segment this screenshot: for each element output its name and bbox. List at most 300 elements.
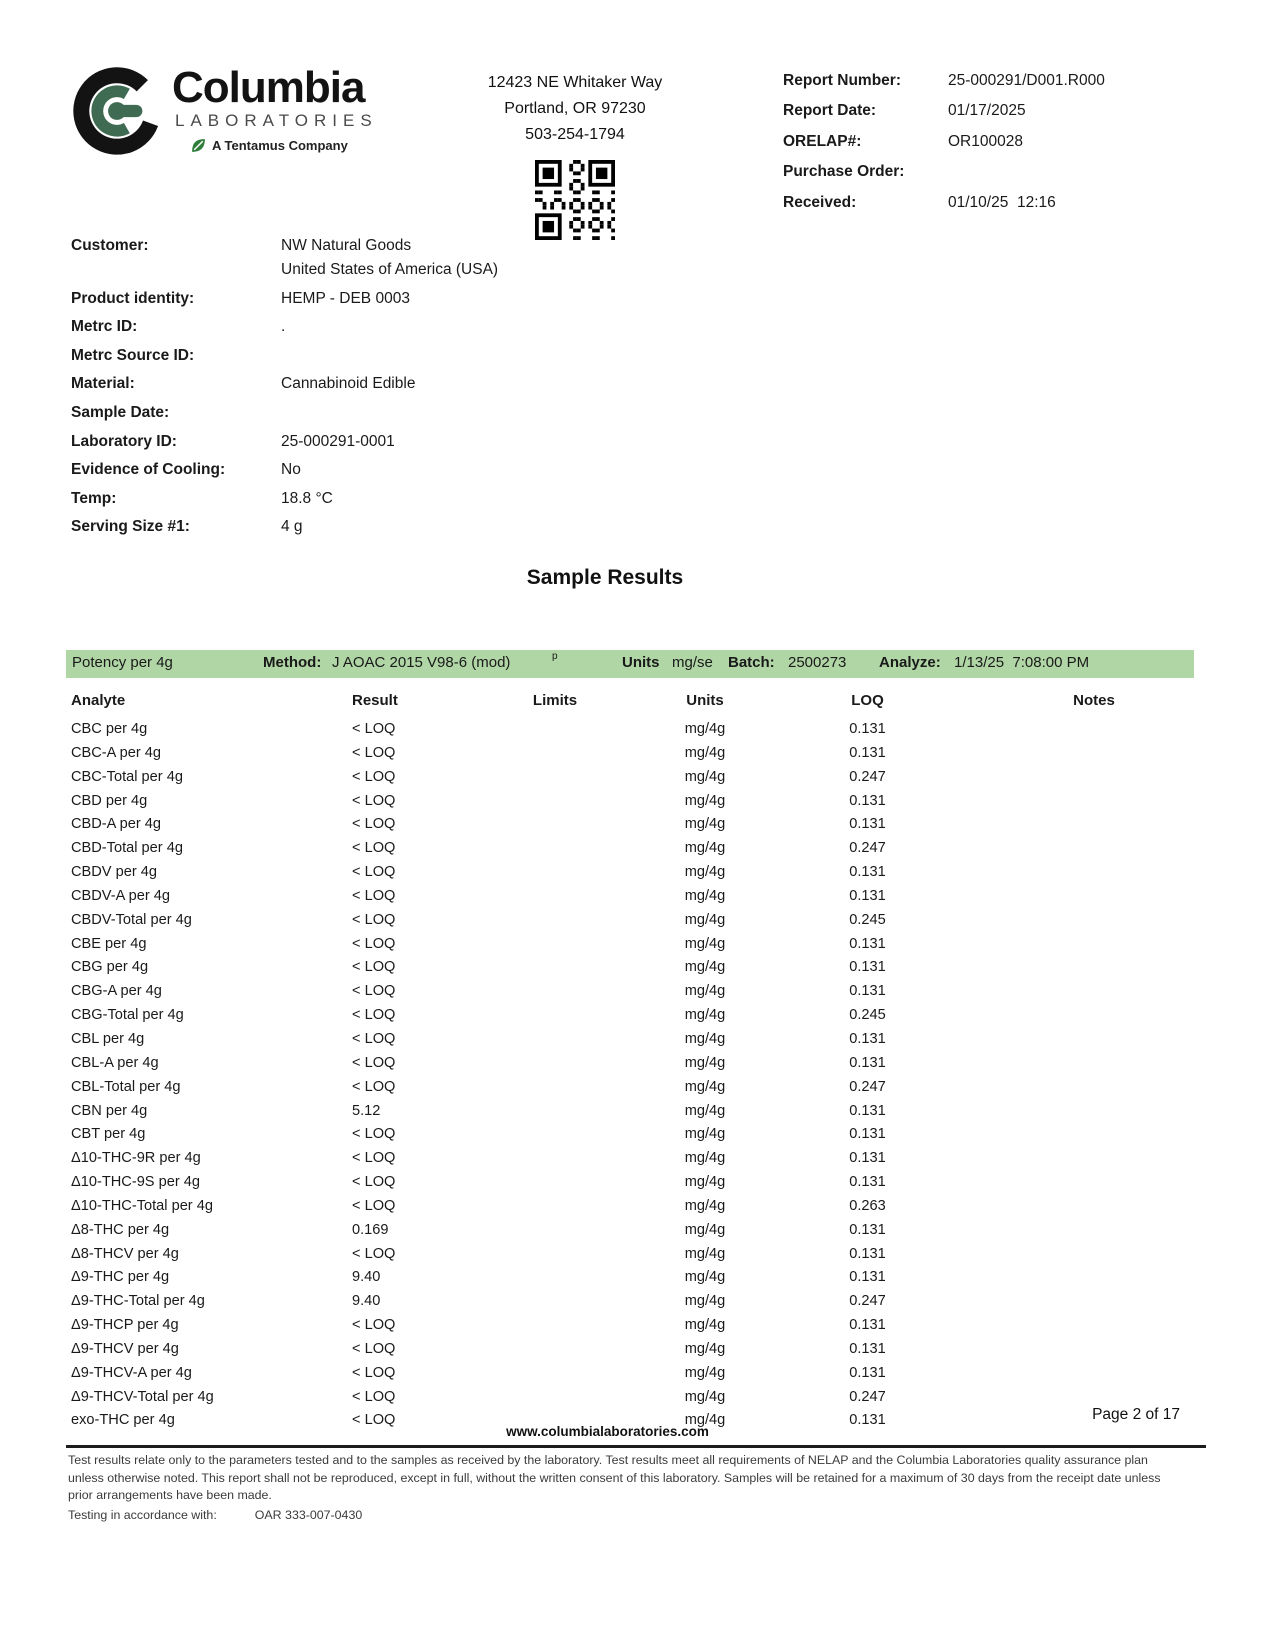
limits-cell	[490, 1362, 620, 1386]
info-value-line: United States of America (USA)	[281, 261, 499, 278]
notes-cell	[945, 1171, 1193, 1195]
units-cell: mg/4g	[684, 1388, 726, 1405]
panel-name: Potency per 4g	[72, 654, 173, 671]
limits-cell	[490, 1171, 620, 1195]
info-value	[281, 234, 498, 282]
loq-cell: 0.131	[849, 1269, 886, 1286]
columbia-c-icon	[70, 64, 164, 158]
units-cell: mg/4g	[684, 1150, 726, 1167]
limits-cell	[490, 766, 620, 790]
units-cell: mg/4g	[684, 1221, 726, 1238]
analyte-cell: CBL-A per 4g	[71, 1054, 159, 1071]
units-cell: mg/4g	[684, 983, 726, 1000]
table-row	[66, 1314, 1193, 1338]
table-row	[66, 980, 1193, 1004]
sample-info-row	[71, 344, 711, 368]
loq-cell: 0.131	[849, 1412, 886, 1429]
limits-cell	[490, 1386, 620, 1410]
units-cell: mg/4g	[684, 1412, 726, 1429]
result-cell: < LOQ	[352, 1245, 396, 1262]
address-line2: Portland, OR 97230	[504, 100, 646, 117]
batch-label: Batch:	[728, 654, 775, 671]
limits-cell	[490, 1314, 620, 1338]
notes-cell	[945, 1266, 1193, 1290]
table-row	[66, 909, 1193, 933]
col-loq: LOQ	[851, 692, 884, 709]
limits-cell	[490, 813, 620, 837]
notes-cell	[945, 1243, 1193, 1267]
table-row	[66, 1171, 1193, 1195]
table-row	[66, 1195, 1193, 1219]
loq-cell: 0.263	[849, 1197, 886, 1214]
limits-cell	[490, 1243, 620, 1267]
analyte-cell: Δ10-THC-9R per 4g	[71, 1150, 201, 1167]
limits-cell	[490, 1195, 620, 1219]
loq-cell: 0.131	[849, 1054, 886, 1071]
analyte-cell: CBDV-A per 4g	[71, 887, 170, 904]
analyte-cell: Δ9-THC-Total per 4g	[71, 1293, 205, 1310]
notes-cell	[945, 1195, 1193, 1219]
loq-cell: 0.131	[849, 864, 886, 881]
units-cell: mg/4g	[684, 1078, 726, 1095]
limits-cell	[490, 956, 620, 980]
disclaimer	[68, 1452, 1213, 1524]
info-value-line	[281, 344, 285, 368]
info-value	[281, 315, 285, 339]
limits-cell	[490, 1123, 620, 1147]
analyte-cell: Δ10-THC-9S per 4g	[71, 1174, 200, 1191]
disclaimer-line: Test results relate only to the parameters tested and to the samples as received by the laboratory. Test results meet all requirements of NELAP and the Columbia Laboratories quality assurance plan	[68, 1453, 1148, 1467]
notes-cell	[945, 1076, 1193, 1100]
limits-cell	[490, 861, 620, 885]
limits-cell	[490, 837, 620, 861]
sample-info-row	[71, 287, 711, 311]
notes-cell	[945, 766, 1193, 790]
loq-cell: 0.247	[849, 1293, 886, 1310]
units-cell: mg/4g	[684, 840, 726, 857]
analyte-cell: CBG-Total per 4g	[71, 1007, 184, 1024]
loq-cell: 0.131	[849, 1126, 886, 1143]
sample-info-row	[71, 430, 711, 454]
info-value-line: 25-000291-0001	[281, 432, 395, 450]
report-meta-row	[783, 131, 1153, 153]
limits-cell	[490, 742, 620, 766]
result-cell: < LOQ	[352, 1317, 396, 1334]
loq-cell: 0.131	[849, 792, 886, 809]
table-row	[66, 885, 1193, 909]
units-cell: mg/4g	[684, 1317, 726, 1334]
info-label: Metrc ID:	[71, 318, 138, 336]
info-value	[281, 515, 303, 539]
analyte-cell: CBN per 4g	[71, 1102, 148, 1119]
info-value	[281, 287, 410, 311]
units-cell: mg/4g	[684, 1245, 726, 1262]
units-cell: mg/4g	[684, 959, 726, 976]
result-cell: 5.12	[352, 1102, 381, 1119]
table-row	[66, 1290, 1193, 1314]
limits-cell	[490, 1100, 620, 1124]
table-row	[66, 790, 1193, 814]
info-label: Evidence of Cooling:	[71, 461, 226, 479]
table-row	[66, 1362, 1193, 1386]
notes-cell	[945, 742, 1193, 766]
table-row	[66, 1266, 1193, 1290]
table-row	[66, 1243, 1193, 1267]
notes-cell	[945, 1314, 1193, 1338]
sample-info	[71, 234, 711, 544]
loq-cell: 0.131	[849, 1102, 886, 1119]
result-cell: < LOQ	[352, 1126, 396, 1143]
limits-cell	[490, 1052, 620, 1076]
analyte-cell: Δ8-THC per 4g	[71, 1221, 170, 1238]
result-cell: < LOQ	[352, 1007, 396, 1024]
meta-label: Purchase Order:	[783, 163, 905, 181]
col-notes: Notes	[1073, 692, 1115, 709]
analyte-cell: CBD-Total per 4g	[71, 840, 183, 857]
results-table	[66, 718, 1193, 1433]
units-cell: mg/4g	[684, 792, 726, 809]
info-value	[281, 487, 333, 511]
notes-cell	[945, 980, 1193, 1004]
analyte-cell: CBC-Total per 4g	[71, 768, 183, 785]
limits-cell	[490, 1004, 620, 1028]
units-label: Units	[622, 654, 660, 671]
meta-label: Report Number:	[783, 72, 901, 89]
loq-cell: 0.131	[849, 1364, 886, 1381]
result-cell: < LOQ	[352, 1030, 396, 1047]
limits-cell	[490, 980, 620, 1004]
loq-cell: 0.131	[849, 744, 886, 761]
lab-address	[430, 70, 720, 249]
info-value-line: HEMP - DEB 0003	[281, 289, 410, 307]
analyte-cell: Δ10-THC-Total per 4g	[71, 1197, 213, 1214]
units-cell: mg/4g	[684, 1293, 726, 1310]
notes-cell	[945, 1362, 1193, 1386]
loq-cell: 0.131	[849, 887, 886, 904]
table-row	[66, 861, 1193, 885]
website: www.columbialaboratories.com	[506, 1424, 709, 1439]
limits-cell	[490, 909, 620, 933]
address-line1: 12423 NE Whitaker Way	[487, 74, 663, 91]
result-cell: < LOQ	[352, 768, 396, 785]
notes-cell	[945, 1028, 1193, 1052]
loq-cell: 0.131	[849, 816, 886, 833]
address-phone: 503-254-1794	[525, 126, 625, 143]
notes-cell	[945, 956, 1193, 980]
info-value-line: 18.8 °C	[281, 489, 333, 507]
limits-cell	[490, 885, 620, 909]
table-row	[66, 1147, 1193, 1171]
loq-cell: 0.247	[849, 1078, 886, 1095]
notes-cell	[945, 1147, 1193, 1171]
info-value	[281, 401, 285, 425]
units-cell: mg/4g	[684, 935, 726, 952]
loq-cell: 0.247	[849, 840, 886, 857]
units-cell: mg/4g	[684, 1030, 726, 1047]
analyte-cell: Δ9-THC per 4g	[71, 1269, 170, 1286]
units-cell: mg/4g	[684, 1364, 726, 1381]
loq-cell: 0.131	[849, 1245, 886, 1262]
table-row	[66, 1338, 1193, 1362]
tentamus-leaf-icon	[190, 137, 207, 154]
table-row	[66, 1028, 1193, 1052]
table-row	[66, 766, 1193, 790]
loq-cell: 0.131	[849, 1150, 886, 1167]
analyte-cell: CBD-A per 4g	[71, 816, 162, 833]
logo-text	[172, 64, 378, 154]
analyte-cell: Δ9-THCV-A per 4g	[71, 1364, 192, 1381]
page-number: Page 2 of 17	[1092, 1406, 1180, 1423]
table-row	[66, 1076, 1193, 1100]
sample-info-row	[71, 315, 711, 339]
loq-cell: 0.131	[849, 1340, 886, 1357]
notes-cell	[945, 1219, 1193, 1243]
notes-cell	[945, 885, 1193, 909]
meta-value: 25-000291/D001.R000	[948, 72, 1105, 89]
analyte-cell: Δ9-THCV-Total per 4g	[71, 1388, 214, 1405]
loq-cell: 0.245	[849, 911, 886, 928]
notes-cell	[945, 1004, 1193, 1028]
result-cell: < LOQ	[352, 983, 396, 1000]
table-row	[66, 837, 1193, 861]
logo-name: Columbia	[172, 63, 365, 112]
logo-tagline	[190, 137, 378, 154]
notes-cell	[945, 1338, 1193, 1362]
loq-cell: 0.131	[849, 1174, 886, 1191]
loq-cell: 0.131	[849, 1221, 886, 1238]
result-cell: < LOQ	[352, 1388, 396, 1405]
col-result: Result	[352, 692, 398, 709]
result-cell: < LOQ	[352, 840, 396, 857]
col-limits: Limits	[532, 692, 578, 709]
analyte-cell: CBG-A per 4g	[71, 983, 162, 1000]
result-cell: < LOQ	[352, 744, 396, 761]
units-cell: mg/4g	[684, 1054, 726, 1071]
result-cell: < LOQ	[352, 935, 396, 952]
limits-cell	[490, 790, 620, 814]
units-value: mg/se	[672, 654, 713, 671]
result-cell: < LOQ	[352, 1078, 396, 1095]
notes-cell	[945, 790, 1193, 814]
limits-cell	[490, 1147, 620, 1171]
info-value	[281, 458, 301, 482]
table-row	[66, 813, 1193, 837]
disclaimer-line: prior arrangements have been made.	[68, 1488, 272, 1503]
result-cell: < LOQ	[352, 1364, 396, 1381]
limits-cell	[490, 1076, 620, 1100]
loq-cell: 0.131	[849, 1030, 886, 1047]
loq-cell: 0.247	[849, 768, 886, 785]
analyze-value: 1/13/25 7:08:00 PM	[954, 654, 1090, 671]
table-row	[66, 1100, 1193, 1124]
analyte-cell: exo-THC per 4g	[71, 1412, 175, 1429]
limits-cell	[490, 1290, 620, 1314]
analyte-cell: CBG per 4g	[71, 959, 149, 976]
analyte-cell: Δ9-THCV per 4g	[71, 1340, 179, 1357]
loq-cell: 0.131	[849, 959, 886, 976]
method-superscript: p	[552, 651, 558, 662]
info-label: Metrc Source ID:	[71, 346, 195, 364]
notes-cell	[945, 837, 1193, 861]
info-value-line: No	[281, 461, 301, 479]
report-meta-row	[783, 100, 1153, 122]
meta-value: 01/10/25 12:16	[948, 193, 1056, 211]
report-meta-row	[783, 192, 1153, 214]
analyte-cell: CBE per 4g	[71, 935, 147, 952]
notes-cell	[945, 909, 1193, 933]
result-cell: 9.40	[352, 1293, 381, 1310]
meta-value: 01/17/2025	[948, 102, 1026, 120]
info-value	[281, 430, 395, 454]
meta-label: Report Date:	[783, 102, 877, 120]
table-row	[66, 956, 1193, 980]
tagline-text: A Tentamus Company	[212, 138, 348, 153]
result-cell: < LOQ	[352, 1197, 396, 1214]
info-label: Customer:	[71, 237, 149, 254]
sample-info-row	[71, 401, 711, 425]
analyte-cell: CBC-A per 4g	[71, 744, 162, 761]
sample-info-row	[71, 515, 711, 539]
analyze-label: Analyze:	[879, 654, 941, 671]
notes-cell	[945, 1123, 1193, 1147]
notes-cell	[945, 1100, 1193, 1124]
analyte-cell: Δ9-THCP per 4g	[71, 1317, 179, 1334]
info-label: Product identity:	[71, 289, 195, 307]
accordance-value: OAR 333-007-0430	[254, 1507, 363, 1522]
report-meta-row	[783, 161, 1153, 183]
info-label: Material:	[71, 375, 135, 393]
units-cell: mg/4g	[684, 911, 726, 928]
notes-cell	[945, 718, 1193, 742]
table-row	[66, 742, 1193, 766]
result-cell: < LOQ	[352, 1150, 396, 1167]
units-cell: mg/4g	[684, 816, 726, 833]
analyte-cell: Δ8-THCV per 4g	[71, 1245, 179, 1262]
units-cell: mg/4g	[684, 1102, 726, 1119]
info-value-line: .	[281, 318, 286, 336]
result-cell: < LOQ	[352, 959, 396, 976]
result-cell: < LOQ	[352, 816, 396, 833]
info-label: Sample Date:	[71, 403, 170, 421]
loq-cell: 0.247	[849, 1388, 886, 1405]
table-row	[66, 1386, 1193, 1410]
meta-value: OR100028	[948, 132, 1023, 150]
units-cell: mg/4g	[684, 1269, 726, 1286]
method-label: Method:	[263, 654, 322, 671]
col-analyte: Analyte	[71, 692, 126, 709]
table-row	[66, 718, 1193, 742]
sample-info-row	[71, 487, 711, 511]
result-cell: < LOQ	[352, 1054, 396, 1071]
accordance-row	[68, 1507, 1213, 1525]
result-cell: < LOQ	[352, 1340, 396, 1357]
notes-cell	[945, 861, 1193, 885]
meta-label: Received:	[783, 193, 857, 211]
table-row	[66, 933, 1193, 957]
meta-label: ORELAP#:	[783, 132, 862, 150]
units-cell: mg/4g	[684, 1340, 726, 1357]
limits-cell	[490, 1219, 620, 1243]
notes-cell	[945, 1290, 1193, 1314]
analyte-cell: CBT per 4g	[71, 1126, 146, 1143]
units-cell: mg/4g	[684, 1126, 726, 1143]
logo-subtitle: LABORATORIES	[175, 111, 378, 130]
limits-cell	[490, 933, 620, 957]
loq-cell: 0.131	[849, 983, 886, 1000]
table-row	[66, 1219, 1193, 1243]
table-row	[66, 1052, 1193, 1076]
loq-cell: 0.131	[849, 935, 886, 952]
info-label: Laboratory ID:	[71, 432, 177, 450]
units-cell: mg/4g	[684, 887, 726, 904]
info-label: Temp:	[71, 489, 117, 507]
result-cell: 9.40	[352, 1269, 381, 1286]
result-cell: < LOQ	[352, 911, 396, 928]
units-cell: mg/4g	[684, 721, 726, 737]
info-value-line: 4 g	[281, 518, 303, 536]
sample-info-row	[71, 234, 711, 282]
footer-rule	[66, 1445, 1206, 1448]
qr-code	[535, 160, 615, 240]
loq-cell: 0.131	[849, 721, 886, 737]
units-cell: mg/4g	[684, 744, 726, 761]
info-value-line: Cannabinoid Edible	[281, 375, 416, 393]
info-label: Serving Size #1:	[71, 518, 190, 536]
batch-value: 2500273	[788, 654, 847, 671]
disclaimer-line: unless otherwise noted. This report shall not be reproduced, except in full, without the written consent of this laboratory. Samples will be retained for a maximum of 30 days from the receipt date unless	[68, 1470, 1161, 1485]
result-cell: < LOQ	[352, 721, 396, 737]
analyte-cell: CBL-Total per 4g	[71, 1078, 181, 1095]
result-cell: < LOQ	[352, 864, 396, 881]
report-meta	[783, 70, 1153, 222]
table-row	[66, 1123, 1193, 1147]
notes-cell	[945, 813, 1193, 837]
info-value-line: NW Natural Goods	[281, 237, 412, 254]
info-value	[281, 372, 415, 396]
units-cell: mg/4g	[684, 1174, 726, 1191]
method-bar	[66, 650, 1194, 678]
info-value-line	[281, 401, 285, 425]
limits-cell	[490, 1338, 620, 1362]
result-cell: < LOQ	[352, 1412, 396, 1429]
analyte-cell: CBDV-Total per 4g	[71, 911, 192, 928]
notes-cell	[945, 1052, 1193, 1076]
result-cell: 0.169	[352, 1221, 389, 1238]
analyte-cell: CBL per 4g	[71, 1030, 145, 1047]
table-row	[66, 1004, 1193, 1028]
analyte-cell: CBC per 4g	[71, 721, 148, 737]
report-meta-row	[783, 70, 1153, 92]
result-cell: < LOQ	[352, 887, 396, 904]
result-cell: < LOQ	[352, 792, 396, 809]
limits-cell	[490, 1028, 620, 1052]
sample-info-row	[71, 372, 711, 396]
loq-cell: 0.131	[849, 1317, 886, 1334]
info-value	[281, 344, 285, 368]
limits-cell	[490, 1266, 620, 1290]
table-header	[66, 692, 1193, 709]
analyte-cell: CBDV per 4g	[71, 864, 157, 881]
logo	[70, 64, 378, 158]
sample-info-row	[71, 458, 711, 482]
section-title: Sample Results	[526, 566, 684, 589]
col-units: Units	[686, 692, 724, 709]
accordance-label: Testing in accordance with:	[68, 1507, 217, 1522]
limits-cell	[490, 718, 620, 742]
analyte-cell: CBD per 4g	[71, 792, 148, 809]
units-cell: mg/4g	[684, 1007, 726, 1024]
result-cell: < LOQ	[352, 1174, 396, 1191]
